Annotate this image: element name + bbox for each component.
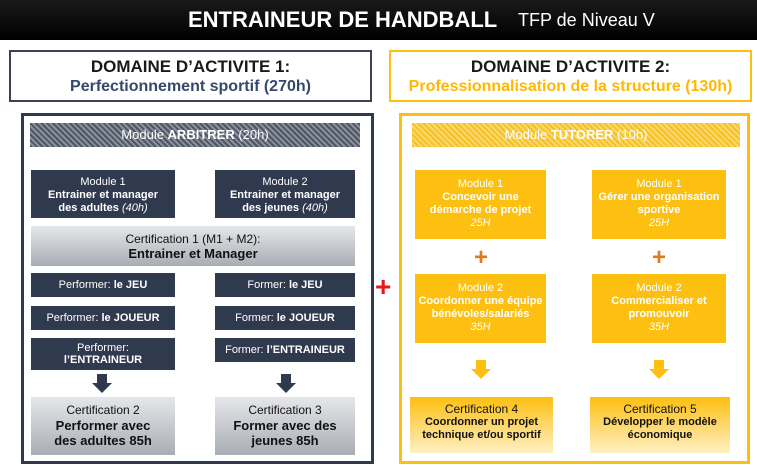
module-tutorer-prefix: Module	[504, 127, 551, 142]
former-joueur-bold: le JOUEUR	[276, 312, 335, 324]
d1-module-1-line2: des adultes	[58, 202, 122, 214]
module-arbitrer-name: ARBITRER	[167, 127, 235, 142]
d2-module-b1-line2: sportive	[637, 204, 681, 216]
plus-icon: +	[375, 271, 392, 302]
d2-module-a2-line1: Coordonner une équipe	[418, 295, 543, 307]
page-title: ENTRAINEUR DE HANDBALL	[188, 7, 498, 32]
certification-4-box	[410, 397, 553, 453]
performer-joueur-bold: le JOUEUR	[101, 312, 160, 324]
domain-1-title: DOMAINE D’ACTIVITE 1:	[90, 57, 291, 76]
certification-5-line2: économique	[627, 429, 693, 441]
certification-4-label: Certification 4	[444, 402, 519, 416]
certification-3-label: Certification 3	[248, 403, 322, 417]
d2-module-b1-hours: 25H	[648, 217, 670, 229]
former-joueur-prefix: Former:	[235, 312, 277, 324]
d2-module-a2-line2: bénévoles/salariés	[431, 308, 530, 320]
domain-2-header	[389, 50, 752, 102]
performer-entraineur-prefix: Performer:	[77, 342, 129, 354]
d2-module-a1-line1: Concevoir une	[442, 191, 519, 203]
page-subtitle: TFP de Niveau V	[518, 10, 655, 30]
d1-module-2-hours: (40h)	[302, 202, 328, 214]
domain-2-title: DOMAINE D’ACTIVITE 2:	[470, 57, 671, 76]
d1-module-2-line1: Entrainer et manager	[229, 189, 341, 201]
domain-1-header	[9, 50, 372, 102]
d1-module-2-line2: des jeunes	[242, 202, 303, 214]
d2-module-a1-label: Module 1	[457, 178, 504, 190]
d2-module-b2-hours: 35H	[648, 321, 670, 333]
former-jeu-prefix: Former:	[247, 279, 289, 291]
d2-module-b2-label: Module 2	[636, 282, 682, 294]
d2-module-a2-label: Module 2	[457, 282, 504, 294]
d2-module-b2-line1: Commercialiser et	[611, 295, 707, 307]
d2-module-b1-label: Module 1	[636, 178, 682, 190]
module-tutorer-name: TUTORER	[550, 127, 614, 142]
certification-1-line1: Certification 1 (M1 + M2):	[125, 232, 261, 246]
module-arbitrer-hours: (20h)	[234, 127, 269, 142]
d1-module-1-hours: (40h)	[121, 202, 148, 214]
certification-5-line1: Développer le modèle	[603, 416, 717, 428]
d2-module-b2-line2: promouvoir	[628, 308, 690, 320]
domain-2-subtitle: Professionnalisation de la structure (130h)	[408, 78, 733, 95]
module-tutorer-hours: (10h)	[613, 127, 648, 142]
performer-entraineur-box	[31, 338, 175, 370]
arrow-down-icon	[92, 383, 112, 393]
certification-5-label: Certification 5	[623, 402, 697, 416]
former-jeu-bold: le JEU	[288, 279, 323, 291]
d2-module-b2-box	[592, 274, 726, 343]
d1-module-1-line1: Entrainer et manager	[47, 189, 159, 201]
d2-module-a1-line2: démarche de projet	[429, 204, 532, 216]
certification-4-line2: technique et/ou sportif	[422, 429, 541, 441]
d1-module-1-box	[31, 170, 175, 218]
certification-2-box	[31, 397, 175, 455]
arrow-down-icon	[649, 369, 669, 379]
module-arbitrer-header	[30, 123, 360, 147]
d2-module-b1-box	[592, 170, 726, 239]
d2-module-a1-hours: 25H	[470, 217, 491, 229]
certification-4-line1: Coordonner un projet	[424, 416, 539, 428]
former-joueur-box	[215, 306, 355, 330]
certification-3-box	[215, 397, 355, 455]
arrow-down-icon	[654, 360, 664, 369]
certification-5-box	[590, 397, 730, 453]
former-jeu-box	[215, 273, 355, 297]
former-entraineur-bold: l’ENTRAINEUR	[266, 344, 345, 356]
d2-module-a1-box	[415, 170, 546, 239]
arrow-down-icon	[471, 369, 491, 379]
domain-1-subtitle: Perfectionnement sportif (270h)	[70, 78, 311, 95]
d1-module-2-label: Module 2	[262, 176, 308, 188]
d2-module-a2-hours: 35H	[470, 321, 491, 333]
performer-joueur-prefix: Performer:	[46, 312, 102, 324]
d1-module-1-label: Module 1	[80, 176, 126, 188]
module-tutorer-header	[412, 123, 740, 147]
arrow-down-icon	[97, 374, 107, 383]
d2-module-b1-line1: Gérer une organisation	[598, 191, 720, 203]
certification-1-line2: Entrainer et Manager	[128, 246, 258, 261]
performer-jeu-bold: le JEU	[113, 279, 148, 291]
certification-1-box	[31, 226, 355, 266]
certification-2-line2: des adultes 85h	[54, 433, 152, 448]
arrow-down-icon	[281, 374, 291, 383]
performer-jeu-prefix: Performer:	[58, 279, 114, 291]
former-entraineur-box	[215, 338, 355, 362]
plus-icon: +	[474, 244, 489, 271]
performer-entraineur-bold: l’ENTRAINEUR	[63, 354, 143, 366]
d1-module-2-box	[215, 170, 355, 218]
certification-2-label: Certification 2	[66, 403, 140, 417]
certification-3-line1: Former avec des	[233, 418, 337, 433]
module-arbitrer-prefix: Module	[121, 127, 168, 142]
plus-icon: +	[652, 244, 667, 271]
arrow-down-icon	[276, 383, 296, 393]
arrow-down-icon	[476, 360, 486, 369]
former-entraineur-prefix: Former:	[225, 344, 267, 356]
certification-3-line2: jeunes 85h	[251, 433, 319, 448]
certification-2-line1: Performer avec	[55, 418, 151, 433]
performer-joueur-box	[31, 306, 175, 330]
performer-jeu-box	[31, 273, 175, 297]
d2-module-a2-box	[415, 274, 546, 343]
